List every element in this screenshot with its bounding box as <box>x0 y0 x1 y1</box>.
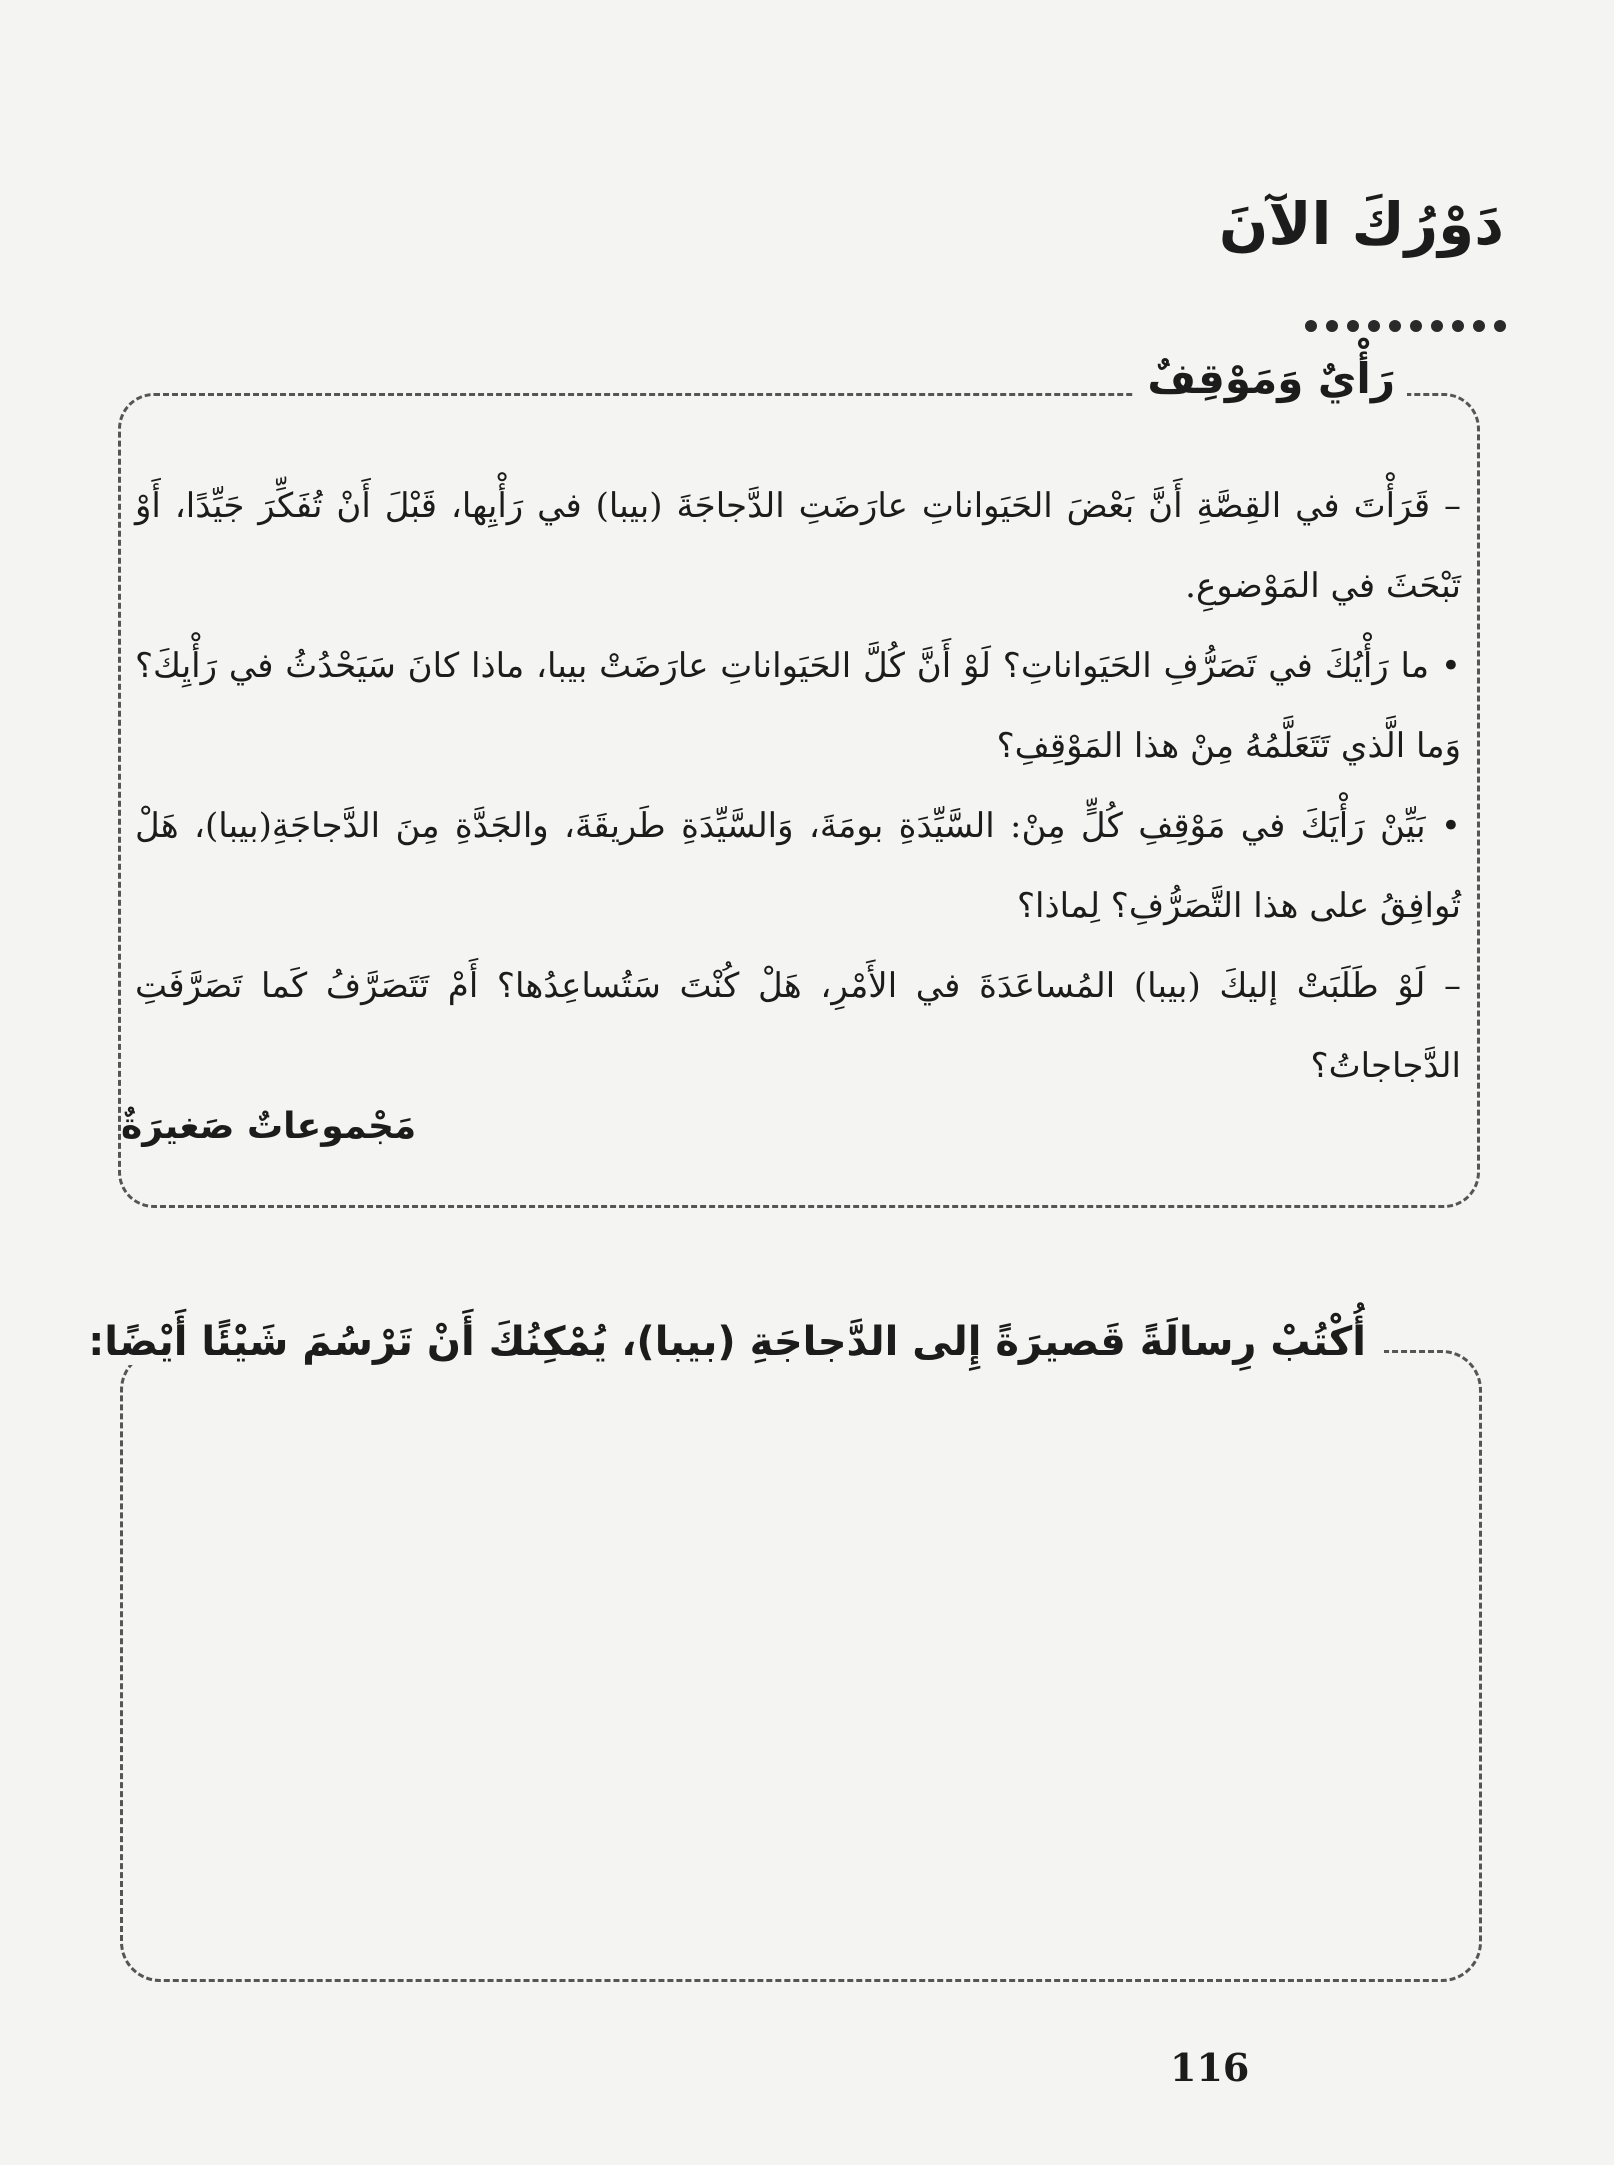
question-paragraph-1: – قَرَأْتَ في القِصَّةِ أَنَّ بَعْضَ الحَيَواناتِ عارَضَتِ الدَّجاجَةَ (بيبا) في رَأْيِها، قَبْلَ أَنْ تُفَكِّرَ جَيِّدًا، أَوْ تَبْحَثَ في المَوْضوعِ. <box>135 486 1461 606</box>
letter-box <box>88 1319 1482 1982</box>
dot-icon <box>1431 320 1443 332</box>
question-paragraph-3: • بَيِّنْ رَأْيَكَ في مَوْقِفِ كُلٍّ مِنْ: السَّيِّدَةِ بومَةَ، وَالسَّيِّدَةِ طَريقَةَ، والجَدَّةِ مِنَ الدَّجاجَةِ(بيبا)، هَلْ تُوافِقُ على هذا التَّصَرُّفِ؟ لِماذا؟ <box>135 806 1461 926</box>
dot-icon <box>1494 320 1506 332</box>
opinion-box <box>118 354 1480 1208</box>
question-paragraph-2: • ما رَأْيُكَ في تَصَرُّفِ الحَيَواناتِ؟ لَوْ أَنَّ كُلَّ الحَيَواناتِ عارَضَتْ بيبا، ماذا كانَ سَيَحْدُثُ في رَأْيِكَ؟ وَما الَّذي تَتَعَلَّمُهُ مِنْ هذا المَوْقِفِ؟ <box>135 646 1461 766</box>
dot-icon <box>1305 320 1317 332</box>
dot-icon <box>1452 320 1464 332</box>
opinion-box-title: رَأْيٌ وَمَوْقِفٌ <box>1135 354 1407 403</box>
dot-icon <box>1326 320 1338 332</box>
dot-icon <box>1389 320 1401 332</box>
decorative-dot-row <box>1305 320 1506 332</box>
small-groups-label: مَجْموعاتٌ صَغيرَةٌ <box>121 1106 417 1147</box>
dot-icon <box>1347 320 1359 332</box>
dot-icon <box>1368 320 1380 332</box>
letter-writing-area[interactable] <box>143 1413 1459 1959</box>
page-heading: دَوْرُكَ الآنَ <box>1218 190 1504 258</box>
letter-box-title: أُكْتُبْ رِسالَةً قَصيرَةً إِلى الدَّجاجَةِ (بيبا)، يُمْكِنُكَ أَنْ تَرْسُمَ شَيْئًا أَيْضًا: <box>70 1319 1384 1365</box>
question-paragraph-4: – لَوْ طَلَبَتْ إليكَ (بيبا) المُساعَدَةَ في الأَمْرِ، هَلْ كُنْتَ سَتُساعِدُها؟ أَمْ تَتَصَرَّفُ كَما تَصَرَّفَتِ الدَّجاجاتُ؟ <box>135 966 1461 1086</box>
page-number: 116 <box>1170 2045 1250 2090</box>
dot-icon <box>1473 320 1485 332</box>
opinion-box-body <box>135 466 1461 1106</box>
dot-icon <box>1410 320 1422 332</box>
